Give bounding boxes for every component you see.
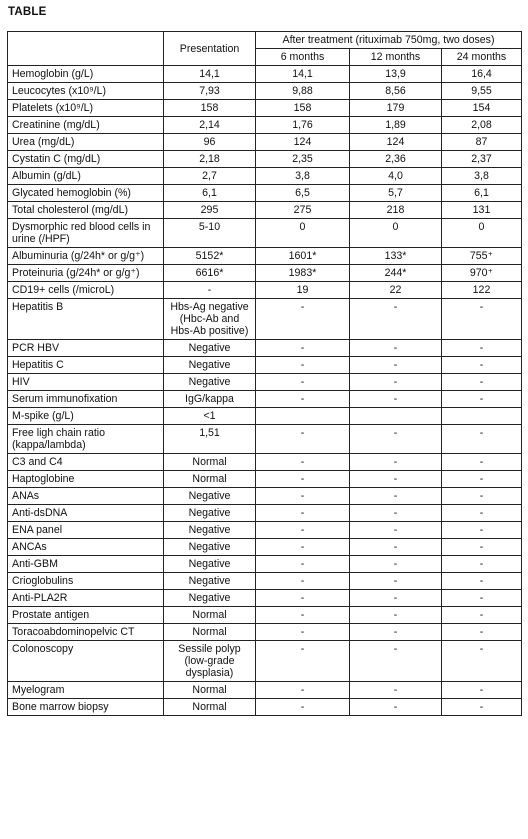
cell-12-months: - [350,573,442,590]
cell-24-months: - [442,471,522,488]
cell-24-months: - [442,556,522,573]
cell-presentation: - [164,282,256,299]
cell-presentation: 5-10 [164,219,256,248]
cell-6-months: 124 [256,134,350,151]
cell-presentation: Negative [164,374,256,391]
cell-6-months: - [256,488,350,505]
table-row [8,624,522,641]
cell-presentation: 295 [164,202,256,219]
cell-presentation: Normal [164,607,256,624]
cell-6-months: 2,35 [256,151,350,168]
row-label: Bone marrow biopsy [8,699,164,716]
cell-presentation: <1 [164,408,256,425]
table-row [8,374,522,391]
cell-12-months: - [350,539,442,556]
cell-12-months: - [350,522,442,539]
cell-12-months: - [350,682,442,699]
table-row [8,100,522,117]
cell-12-months: 179 [350,100,442,117]
cell-12-months: - [350,607,442,624]
cell-6-months: 6,5 [256,185,350,202]
cell-24-months: 755⁺ [442,248,522,265]
cell-24-months: 9,55 [442,83,522,100]
row-label: Toracoabdominopelvic CT [8,624,164,641]
cell-12-months: - [350,299,442,340]
table-row [8,699,522,716]
cell-24-months: - [442,607,522,624]
cell-presentation: 158 [164,100,256,117]
cell-presentation: 14,1 [164,66,256,83]
cell-24-months: - [442,488,522,505]
row-label: M-spike (g/L) [8,408,164,425]
cell-6-months: - [256,573,350,590]
table-row [8,185,522,202]
cell-24-months: - [442,522,522,539]
table-row [8,202,522,219]
cell-presentation: Negative [164,522,256,539]
cell-presentation: Normal [164,471,256,488]
cell-12-months: 0 [350,219,442,248]
table-row [8,522,522,539]
cell-presentation: 2,14 [164,117,256,134]
cell-6-months: 14,1 [256,66,350,83]
row-label: Haptoglobine [8,471,164,488]
table-row [8,471,522,488]
cell-6-months: - [256,522,350,539]
row-label: Hemoglobin (g/L) [8,66,164,83]
cell-12-months: - [350,699,442,716]
cell-24-months: - [442,682,522,699]
cell-presentation: 6,1 [164,185,256,202]
table-row [8,556,522,573]
table-row [8,117,522,134]
cell-presentation: 6616* [164,265,256,282]
header-12-months: 12 months [350,49,442,66]
row-label: CD19+ cells (/microL) [8,282,164,299]
cell-24-months: - [442,641,522,682]
cell-presentation: Normal [164,454,256,471]
results-table [7,31,522,716]
table-title: TABLE [8,6,47,18]
cell-6-months: - [256,340,350,357]
cell-24-months: - [442,425,522,454]
table-row [8,134,522,151]
cell-12-months: - [350,556,442,573]
cell-presentation: Negative [164,590,256,607]
table-row [8,607,522,624]
table-row [8,391,522,408]
cell-6-months: - [256,539,350,556]
cell-6-months: - [256,641,350,682]
table-row [8,248,522,265]
cell-12-months: 4,0 [350,168,442,185]
cell-6-months: - [256,299,350,340]
header-6-months: 6 months [256,49,350,66]
row-label: Dysmorphic red blood cells in urine (/HPF) [8,219,164,248]
row-label: HIV [8,374,164,391]
cell-6-months: 1,76 [256,117,350,134]
cell-24-months: 2,08 [442,117,522,134]
table-row [8,83,522,100]
table-row [8,641,522,682]
cell-6-months: 0 [256,219,350,248]
table-row [8,573,522,590]
cell-12-months: - [350,357,442,374]
row-label: PCR HBV [8,340,164,357]
cell-12-months: - [350,488,442,505]
cell-6-months: - [256,425,350,454]
row-label: Total cholesterol (mg/dL) [8,202,164,219]
cell-12-months: 1,89 [350,117,442,134]
cell-24-months: - [442,539,522,556]
cell-6-months: - [256,699,350,716]
table-row [8,590,522,607]
cell-6-months: - [256,624,350,641]
cell-6-months: - [256,471,350,488]
table-row [8,505,522,522]
cell-24-months: - [442,573,522,590]
cell-presentation: 96 [164,134,256,151]
table-row [8,299,522,340]
cell-24-months: - [442,340,522,357]
cell-24-months: - [442,374,522,391]
table-row [8,357,522,374]
table-row [8,66,522,83]
cell-12-months: - [350,425,442,454]
row-label: Anti-GBM [8,556,164,573]
cell-6-months: - [256,607,350,624]
cell-24-months: - [442,624,522,641]
cell-12-months: 124 [350,134,442,151]
cell-24-months: - [442,357,522,374]
cell-presentation: Negative [164,357,256,374]
cell-24-months [442,408,522,425]
cell-presentation: Negative [164,488,256,505]
row-label: Cystatin C (mg/dL) [8,151,164,168]
header-corner-cell [8,32,164,66]
cell-presentation: Negative [164,573,256,590]
cell-6-months: - [256,505,350,522]
table-row [8,539,522,556]
cell-24-months: 131 [442,202,522,219]
cell-24-months: - [442,699,522,716]
cell-6-months [256,408,350,425]
cell-12-months: - [350,505,442,522]
table-row [8,168,522,185]
table-row [8,454,522,471]
cell-6-months: - [256,391,350,408]
cell-24-months: 3,8 [442,168,522,185]
table-row [8,151,522,168]
row-label: Anti-dsDNA [8,505,164,522]
cell-presentation: 2,18 [164,151,256,168]
cell-12-months: - [350,391,442,408]
cell-24-months: 154 [442,100,522,117]
cell-12-months: 8,56 [350,83,442,100]
row-label: Crioglobulins [8,573,164,590]
cell-24-months: - [442,454,522,471]
cell-12-months: 133* [350,248,442,265]
header-24-months: 24 months [442,49,522,66]
cell-24-months: 122 [442,282,522,299]
cell-6-months: - [256,454,350,471]
cell-24-months: - [442,299,522,340]
row-label: Myelogram [8,682,164,699]
cell-presentation: Negative [164,340,256,357]
cell-6-months: - [256,374,350,391]
row-label: Anti-PLA2R [8,590,164,607]
cell-6-months: 1601* [256,248,350,265]
row-label: Urea (mg/dL) [8,134,164,151]
cell-presentation: Normal [164,624,256,641]
cell-24-months: 0 [442,219,522,248]
cell-6-months: 3,8 [256,168,350,185]
cell-6-months: 158 [256,100,350,117]
cell-12-months: 244* [350,265,442,282]
cell-6-months: - [256,357,350,374]
cell-presentation: 2,7 [164,168,256,185]
table-row [8,408,522,425]
cell-6-months: - [256,556,350,573]
row-label: Leucocytes (x10⁹/L) [8,83,164,100]
cell-presentation: Negative [164,539,256,556]
cell-12-months: - [350,471,442,488]
cell-presentation: Normal [164,699,256,716]
row-label: C3 and C4 [8,454,164,471]
cell-12-months: - [350,374,442,391]
row-label: ANAs [8,488,164,505]
row-label: Hepatitis C [8,357,164,374]
row-label: ENA panel [8,522,164,539]
cell-24-months: - [442,391,522,408]
row-label: Glycated hemoglobin (%) [8,185,164,202]
cell-12-months: 2,36 [350,151,442,168]
cell-presentation: 5152* [164,248,256,265]
table-row [8,488,522,505]
row-label: Albuminuria (g/24h* or g/g⁺) [8,248,164,265]
cell-24-months: 6,1 [442,185,522,202]
header-row [8,32,522,49]
row-label: Albumin (g/dL) [8,168,164,185]
table-row [8,265,522,282]
cell-12-months: - [350,454,442,471]
cell-12-months: - [350,340,442,357]
cell-presentation: 7,93 [164,83,256,100]
cell-12-months: - [350,641,442,682]
cell-6-months: - [256,682,350,699]
row-label: Proteinuria (g/24h* or g/g⁺) [8,265,164,282]
row-label: Prostate antigen [8,607,164,624]
row-label: ANCAs [8,539,164,556]
row-label: Free ligh chain ratio (kappa/lambda) [8,425,164,454]
table-body [8,66,522,716]
cell-12-months: 5,7 [350,185,442,202]
cell-24-months: 87 [442,134,522,151]
header-presentation: Presentation [164,32,256,66]
header-after-treatment: After treatment (rituximab 750mg, two doses) [256,32,522,49]
cell-presentation: Hbs-Ag negative (Hbc-Ab and Hbs-Ab positive) [164,299,256,340]
cell-12-months: - [350,590,442,607]
cell-12-months [350,408,442,425]
cell-12-months: - [350,624,442,641]
table-row [8,425,522,454]
row-label: Creatinine (mg/dL) [8,117,164,134]
cell-presentation: 1,51 [164,425,256,454]
table-row [8,682,522,699]
cell-24-months: - [442,590,522,607]
cell-presentation: Negative [164,556,256,573]
cell-presentation: IgG/kappa [164,391,256,408]
table-row [8,340,522,357]
cell-24-months: 970⁺ [442,265,522,282]
cell-6-months: - [256,590,350,607]
cell-presentation: Sessile polyp (low-grade dysplasia) [164,641,256,682]
table-row [8,282,522,299]
cell-24-months: 2,37 [442,151,522,168]
cell-6-months: 1983* [256,265,350,282]
row-label: Colonoscopy [8,641,164,682]
cell-12-months: 13,9 [350,66,442,83]
cell-presentation: Negative [164,505,256,522]
cell-12-months: 22 [350,282,442,299]
cell-24-months: 16,4 [442,66,522,83]
cell-12-months: 218 [350,202,442,219]
cell-6-months: 19 [256,282,350,299]
table-row [8,219,522,248]
row-label: Platelets (x10⁹/L) [8,100,164,117]
row-label: Serum immunofixation [8,391,164,408]
cell-6-months: 275 [256,202,350,219]
row-label: Hepatitis B [8,299,164,340]
cell-6-months: 9,88 [256,83,350,100]
cell-presentation: Normal [164,682,256,699]
cell-24-months: - [442,505,522,522]
